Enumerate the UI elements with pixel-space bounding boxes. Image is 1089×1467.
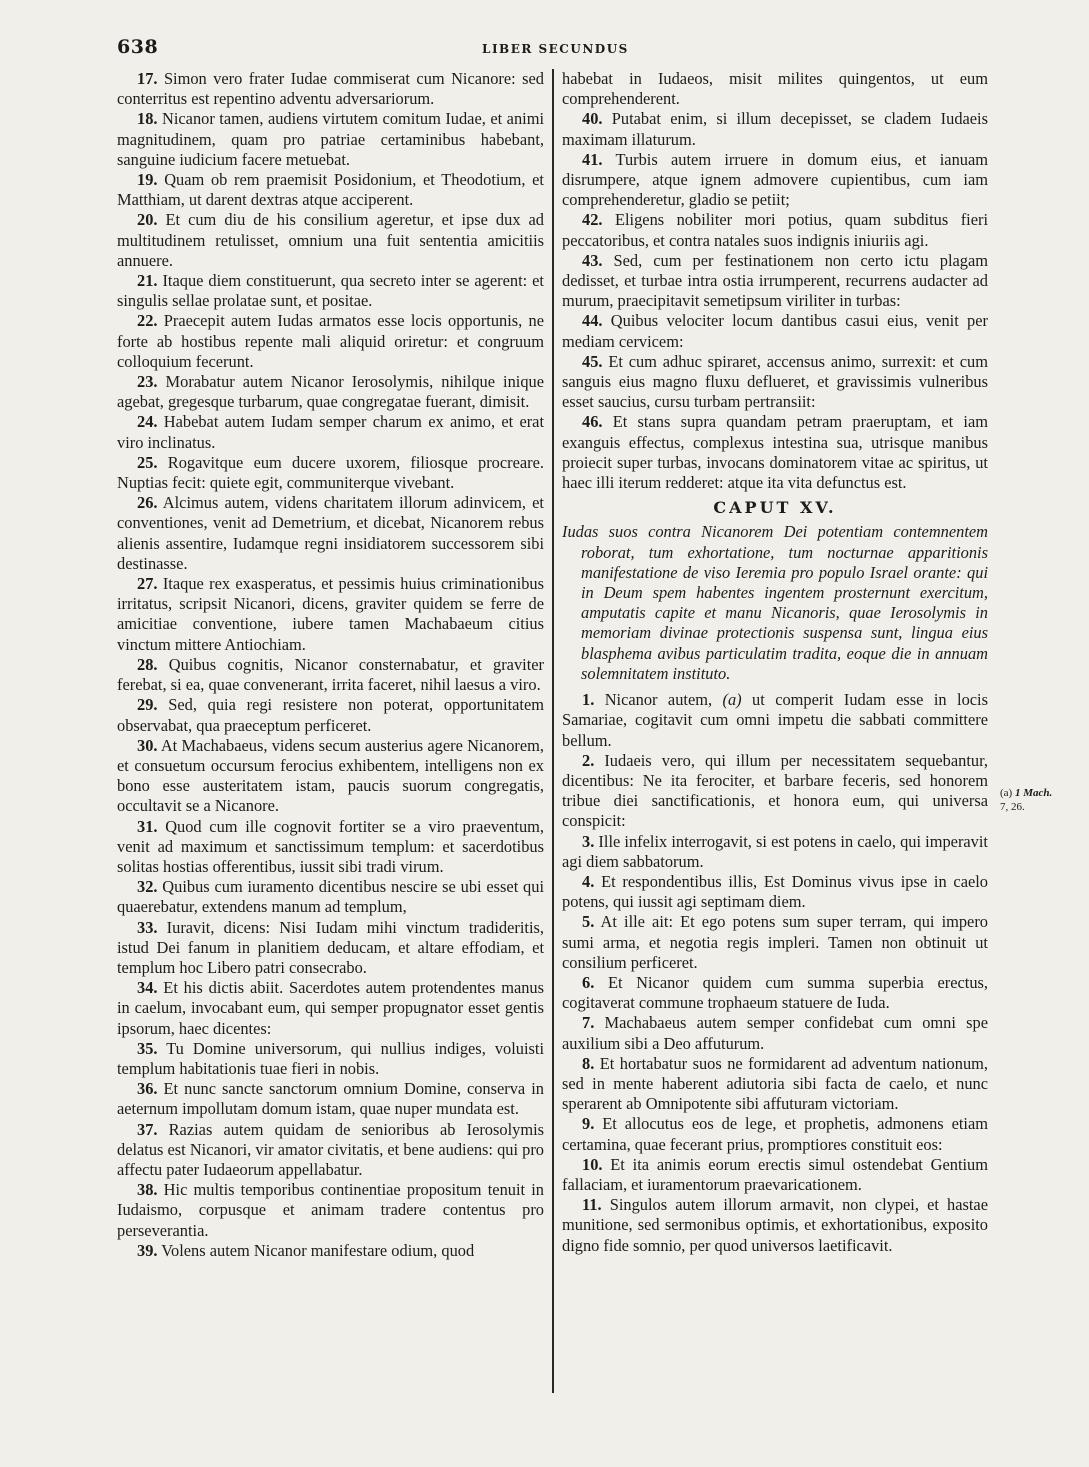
verse-number: 5. [582, 912, 595, 932]
verse-text: Eligens nobiliter mori potius, quam subditus fieri peccatoribus, et contra natales suos indignis iniuriis agi. [562, 210, 988, 250]
verse-number: 2. [582, 750, 595, 770]
verse-text: Quam ob rem praemisit Posidonium, et Theodotium, et Matthiam, ut darent dextras atque acciperent. [117, 170, 544, 210]
verse [117, 1120, 544, 1181]
verse-text: Alcimus autem, videns charitatem illorum adinvicem, et conventiones, venit ad Demetrium, et dicebat, Nicanorem rebus alienis assentire, Iudamque regni insidiatorem successorem sibi destinasse. [117, 493, 544, 573]
verse-number: 26. [137, 493, 158, 513]
book-title: LIBER SECUNDUS [482, 42, 629, 56]
verse-text: Simon vero frater Iudae commiserat cum Nicanore: sed conterritus est repentino adventu adversariorum. [117, 69, 544, 109]
verse-number: 38. [137, 1180, 158, 1200]
right-column [562, 69, 988, 1256]
verses-chapter-15 [562, 751, 988, 1256]
verse [562, 352, 988, 413]
verse-number: 34. [137, 978, 158, 998]
verse-text: Machabaeus autem semper confidebat cum omni spe auxilium sibi a Deo affuturum. [562, 1013, 988, 1053]
verse [117, 918, 544, 979]
verse-number: 32. [137, 877, 158, 897]
verse-text: Sed, cum per festinationem non certo ictu plagam dedisset, et turbae intra ostia irrumperent, recurrens audacter ad murum, praecipitavit semetipsum viriliter in turbas: [562, 250, 988, 311]
verse-text: Et allocutus eos de lege, et prophetis, admonens etiam certamina, quae fecerant prius, promptiores constituit eos: [562, 1114, 988, 1154]
verse-text: Turbis autem irruere in domum eius, et ianuam disrumpere, atque ignem admovere cupientibus, cum iam comprehenderetur, gladio se petiit; [562, 149, 988, 210]
verse-text: Et nunc sancte sanctorum omnium Domine, conserva in aeternum impollutam domum istam, quae nuper mundata est. [117, 1079, 544, 1119]
verse [117, 877, 544, 917]
verse-number: 19. [137, 170, 158, 190]
verse [562, 1013, 988, 1053]
chapter-heading: CAPUT XV. [713, 498, 837, 518]
verse-number: 43. [582, 250, 603, 270]
verse-text: Hic multis temporibus continentiae propositum tenuit in Iudaismo, corpusque et animam tradere contentus pro perseverantia. [117, 1180, 544, 1240]
verse-text: Nicanor tamen, audiens virtutem comitum Iudae, et animi magnitudinem, quam pro patriae certaminibus habebant, sanguine iudicium facere metuebat. [117, 109, 544, 169]
verse-number: 17. [137, 69, 158, 88]
verse-text: Itaque rex exasperatus, et pessimis huius criminationibus irritatus, scripsit Nicanori, dicens, graviter quidem se ferre de amicitiae conventione, iubere tamen Machabaeum citius vinctum mittere Antiochiam. [117, 574, 544, 654]
verse-text: Razias autem quidam de senioribus ab Ierosolymis delatus est Nicanori, vir amator civitatis, et bene audiens: qui pro affectu pater Iudaeorum appellabatur. [117, 1119, 544, 1179]
verse [562, 311, 988, 351]
verse-text: At Machabaeus, videns secum austerius agere Nicanorem, et consuetum occursum ferocius exhibentem, intelligens non ex bono esse austeritatem istam, paucis suorum congregatis, occultavit se a Nicanore. [117, 735, 544, 816]
margin-note-mark: (a) [1000, 787, 1013, 799]
verse-text: Et hortabatur suos ne formidarent ad adventum nationum, sed in mente haberent adiutoria sibi facta de caelo, et nunc sperarent ab Omnipotente sibi affuturam victoriam. [562, 1053, 988, 1114]
verse-text: Et cum adhuc spiraret, accensus animo, surrexit: et cum sanguis eius magno fluxu deflueret, et gravissimis vulneribus esset saucius, cursu turbam pertransiit: [562, 351, 988, 412]
verse-text: Itaque diem constituerunt, qua secreto inter se agerent: et singulis sellae prolatae sunt, et positae. [117, 271, 544, 311]
verse [117, 493, 544, 574]
verse-text: Sed, quia regi resistere non poterat, opportunitatem observabat, qua praeceptum perficeret. [117, 695, 544, 735]
verse-text: Et stans supra quandam petram praeruptam, et iam exanguis effectus, complexus intestina sua, utrisque manibus proiecit super turbas, invocans dominatorem vitae ac spiritus, ut haec illi iterum redderet: atque ita vita defunctus est. [562, 412, 988, 493]
verse [562, 412, 988, 493]
verse-number: 24. [137, 412, 158, 432]
verse-number: 25. [137, 452, 158, 472]
verse [117, 170, 544, 210]
verse [562, 109, 988, 149]
verse-number: 9. [582, 1114, 595, 1134]
verse-number: 21. [137, 271, 158, 291]
verse [562, 912, 988, 973]
verse-number: 42. [582, 210, 603, 230]
verse-text: Putabat enim, si illum decepisset, se cladem Iudaeis maximam illaturum. [562, 109, 988, 149]
verse [562, 1054, 988, 1115]
verse-text: Quibus cognitis, Nicanor consternabatur, et graviter ferebat, si ea, quae convenerant, irrita faceret, nihil laesus a viro. [117, 654, 544, 695]
verse-number: 8. [582, 1053, 595, 1073]
verse-number: 7. [582, 1013, 595, 1033]
verse-text: Singulos autem illorum armavit, non clypei, et hastae munitione, sed sermonibus optimis, et exhortationibus, exposito digno fide somnio, per quod universos laetificavit. [562, 1195, 988, 1255]
verse-number: 4. [582, 871, 595, 891]
verse-number: 35. [137, 1038, 158, 1058]
verse-text: Et cum diu de his consilium ageretur, et ipse dux ad multitudinem retulisset, omnium una fuit sententia amicitiis annuere. [117, 210, 544, 270]
verse-number: 39. [137, 1240, 158, 1260]
verse-number: 27. [137, 574, 158, 594]
verse-text: Iudaeis vero, qui illum per necessitatem sequebantur, dicentibus: Ne ita ferociter, et barbare feceris, sed honorem tribue diei sanctificationis, et honora eum, qui universa conspicit: [562, 750, 988, 831]
verse [117, 109, 544, 170]
verse [562, 751, 988, 832]
verses-chapter-14-end [562, 109, 988, 493]
verse-number: 18. [137, 109, 158, 129]
left-column [117, 69, 544, 1261]
page-number: 638 [117, 36, 159, 58]
verse-number: 40. [582, 109, 603, 129]
verse [117, 1079, 544, 1119]
verse-text: Et respondentibus illis, Est Dominus vivus ipse in caelo potens, qui iussit agi septimam diem. [562, 871, 988, 912]
verse-text: Et his dictis abiit. Sacerdotes autem protendentes manus in caelum, invocabant eum, qui semper propugnator esset gentis ipsorum, haec dicentes: [117, 978, 544, 1038]
verse [117, 311, 544, 372]
verse [562, 832, 988, 872]
margin-note-reference: 7, 26. [1000, 801, 1025, 813]
verse-number: 31. [137, 816, 158, 836]
verse [562, 1155, 988, 1195]
continued-verse-39: habebat in Iudaeos, misit milites quingentos, ut eum comprehenderent. [562, 69, 988, 109]
verse-number: 28. [137, 654, 158, 674]
margin-note-book: 1 Mach. [1014, 787, 1053, 799]
verse [117, 1241, 544, 1261]
verse [117, 978, 544, 1039]
verse-number: 30. [137, 735, 158, 755]
verse [117, 736, 544, 817]
footnote-reference[interactable]: (a) [722, 690, 742, 710]
verse-number: 20. [137, 210, 158, 230]
verse-text: Et ita animis eorum erectis simul ostendebat Gentium fallaciam, et iuramentorum praevaricationem. [562, 1154, 988, 1194]
verse-text: Quibus velociter locum dantibus casui eius, venit per mediam cervicem: [562, 311, 988, 351]
verse-number: 10. [582, 1154, 603, 1174]
verse [117, 1180, 544, 1241]
verse [562, 973, 988, 1013]
verse [562, 1195, 988, 1256]
verse-text: Morabatur autem Nicanor Ierosolymis, nihilque inique agebat, gregesque turbarum, quae congregatae fuerant, dimisit. [117, 372, 544, 412]
verse [117, 210, 544, 271]
verse-number: 44. [582, 311, 603, 331]
verse-text: Ille infelix interrogavit, si est potens in caelo, qui imperavit agi diem sabbatorum. [562, 831, 988, 871]
verse [117, 817, 544, 878]
verse-text: Rogavitque eum ducere uxorem, filiosque procreare. Nuptias fecit: quiete egit, communiterque vivebant. [117, 452, 544, 493]
verse-number: 37. [137, 1119, 158, 1139]
verse-text: Tu Domine universorum, qui nullius indiges, voluisti templum habitationis tuae fieri in nobis. [117, 1038, 544, 1078]
verse [562, 210, 988, 250]
verse-number: 22. [137, 311, 158, 331]
running-head [117, 36, 992, 62]
verse [562, 1114, 988, 1154]
verse-number: 45. [582, 351, 603, 371]
verse-text: Volens autem Nicanor manifestare odium, quod [157, 1240, 475, 1260]
verse-text: Habebat autem Iudam semper charum ex animo, et erat viro inclinatus. [117, 412, 544, 452]
verse [117, 453, 544, 493]
verse [117, 69, 544, 109]
verse-number: 3. [582, 831, 595, 851]
verse-text: Et Nicanor quidem cum summa superbia erectus, cogitaverat commune trophaeum statuere de Iuda. [562, 972, 988, 1013]
verse [117, 271, 544, 311]
verse-text: Quod cum ille cognovit fortiter se a viro praeventum, venit ad maximum et sanctissimum templum: et sacerdotibus solitas hostias offerentibus, iussit sibi tradi virum. [117, 816, 544, 876]
verse-number: 36. [137, 1079, 158, 1099]
verse-1 [562, 690, 988, 751]
verse [562, 251, 988, 312]
verse-number: 23. [137, 372, 158, 392]
verse-number: 41. [582, 149, 603, 169]
verse [562, 150, 988, 211]
verse-text: Nicanor autem, [594, 690, 723, 710]
verse-text: Quibus cum iuramento dicentibus nescire se ubi esset qui quaerebatur, extendens manum ad templum, [117, 877, 544, 917]
verse [117, 695, 544, 735]
verse [562, 872, 988, 912]
verse [117, 412, 544, 452]
column-divider [552, 69, 554, 1393]
chapter-summary: Iudas suos contra Nicanorem Dei potentiam contemnentem roborat, tum exhortatione, tum nocturnae apparitionis manifestatione de viso Ieremia pro populo Israel orante: qui in Deum spem habentes ingentem prosternunt exercitum, amputatis capite et manu Nicanoris, quae Ierosolymis in memoriam divinae protectionis suspensa sunt, lingua eius blasphema avibus particulatim tradita, eoque die in annuam solemnitatem instituto. [562, 522, 988, 683]
verse [117, 574, 544, 655]
verse-number: 29. [137, 695, 158, 715]
verse-number: 46. [582, 412, 603, 432]
verse [117, 655, 544, 695]
verse-number: 11. [582, 1195, 602, 1215]
verse [117, 372, 544, 412]
verse-text: Iuravit, dicens: Nisi Iudam mihi vinctum tradideritis, istud Dei fanum in planitiem deducam, et altare effodiam, et templum hoc Libero patri consecrabo. [117, 917, 544, 977]
verse-text: At ille ait: Et ego potens sum super terram, qui impero sumi arma, et negotia regis impleri. Tamen non obtinuit ut consilium perficeret. [562, 912, 988, 972]
verse-number: 1. [582, 690, 595, 710]
verse [117, 1039, 544, 1079]
verse-text: Praecepit autem Iudas armatos esse locis opportunis, ne forte ab hostibus repente mali aliquid oriretur: et congruum colloquium fecerunt. [117, 311, 544, 371]
margin-note [1000, 786, 1080, 814]
verse-number: 6. [582, 972, 595, 992]
verse-number: 33. [137, 917, 158, 937]
verse-text: ut comperit Iudam esse in locis Samariae, cogitavit cum omni impetu die sabbati committere bellum. [562, 690, 988, 750]
